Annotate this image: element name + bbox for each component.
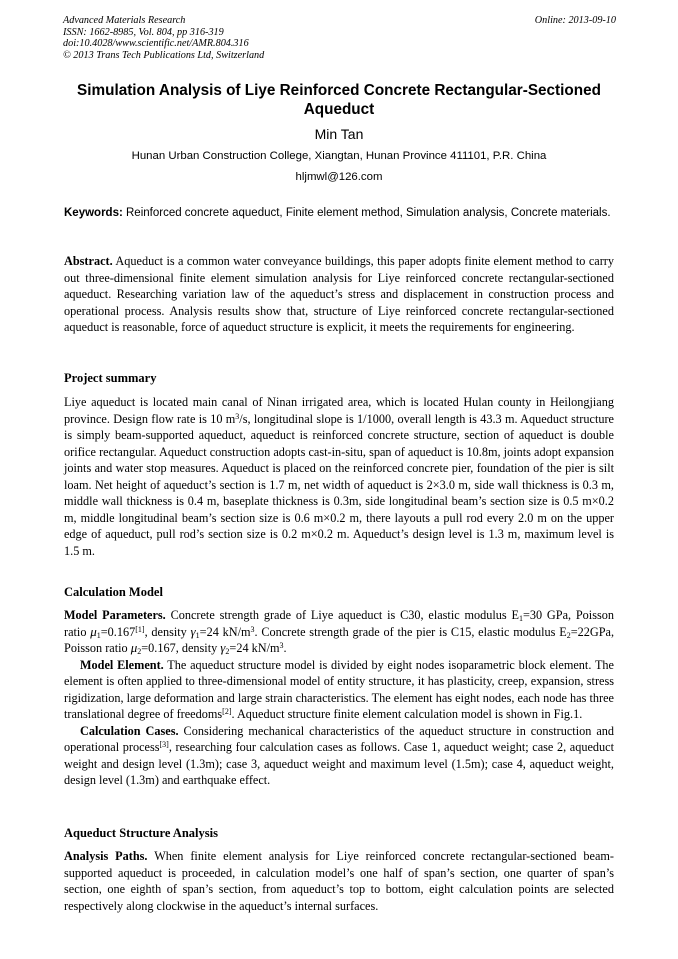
author-affiliation: Hunan Urban Construction College, Xiangtan, Hunan Province 411101, P.R. China [131,150,547,162]
params-text: Concrete strength grade of Liye aqueduct is C30, elastic modulus E [170,608,519,622]
params-text: . Concrete strength grade of the pier is C15, elastic modulus E [254,624,567,639]
model-parameters-paragraph [64,607,614,657]
model-element-label: Model Element. [80,657,164,672]
keywords-text: Reinforced concrete aqueduct, Finite element method, Simulation analysis, Concrete materials. [126,207,611,219]
params-text: =0.167, density [141,641,221,655]
gamma-symbol: γ [220,640,226,655]
online-date: Online: 2013-09-10 [534,15,616,26]
reference-1: [1] [135,624,145,634]
mu-subscript: 1 [96,630,101,640]
journal-header [63,15,616,61]
author-name: Min Tan [314,126,364,142]
copyright-line: © 2013 Trans Tech Publications Ltd, Switzerland [63,49,265,61]
element-text: The aqueduct structure model is divided by eight nodes isoparametric block element. The element is often applied to three-dimensional model of entity structure, it has plasticity, creep, expansion, stress rigidization, large deformation and large strain characteristics. The element has eight nodes, each node has three translational degree of freedoms [64,657,614,721]
author-email: hljmwl@126.com [295,171,383,183]
project-summary-paragraph [64,394,614,559]
doi-line: doi:10.4028/www.scientific.net/AMR.804.316 [63,38,249,50]
abstract-block [64,253,614,336]
e-subscript: 2 [566,630,571,640]
mu-symbol: μ [130,640,138,655]
params-text: =30 GPa, Poisson ratio [64,608,614,639]
calculation-model-text [64,607,614,789]
journal-name: Advanced Materials Research [63,15,186,26]
abstract-text: Aqueduct is a common water conveyance buildings, this paper adopts finite element method to carry out three-dimensional finite element simulation analysis for Liye reinforced concrete rectangular-sectioned aqueduct. Researching variation law of the aqueduct’s stress and displacement in construction process and operational process. Analysis results show that, structure of Liye reinforced concrete rectangular-sectioned aqueduct is reasonable, force of aqueduct structure is explicit, it meets the requirements for engineering. [64,254,614,334]
analysis-paths-label: Analysis Paths. [64,849,148,863]
model-element-paragraph [64,657,614,723]
calculation-cases-label: Calculation Cases. [80,723,179,738]
section-heading-calculation-model: Calculation Model [64,585,163,599]
paper-title: Simulation Analysis of Liye Reinforced Concrete Rectangular-Sectioned Aqueduct [77,82,601,118]
params-subscript: 1 [518,614,523,623]
keywords-label: Keywords: [64,207,123,219]
section-heading-structure-analysis: Aqueduct Structure Analysis [64,826,218,840]
summary-text-part2: /s, longitudinal slope is 1/1000, overall length is 43.3 m. Aqueduct structure is simply beam-supported aqueduct, aqueduct is reinforced concrete structure, section of aqueduct is double orifice rectangular. Aqueduct construction adopts cast-in-situ, span of aqueduct is 10.8m, joints adopt expansion joints and water stop measures. Aqueduct is placed on the reinforced concrete pier, foundation of the pier is silt loam. Net height of aqueduct’s section is 1.7 m, net width of aqueduct is 2×3.0 m, side wall thickness is 0.3 m, middle wall thickness is 0.4 m, baseplate thickness is 0.3m, side longitudinal beam’s section size is 0.5 m×0.2 m, middle longitudinal beam’s section size is 0.6 m×0.2 m, there layouts a pull rod every 2.0 m on the upper edge of aqueduct, pull rod’s section size is 0.2 m×0.2 m. Aqueduct’s design level is 1.3 m, maximum level is 1.5 m. [64,411,614,558]
params-text: =22GPa, Poisson ratio [64,624,615,655]
unit-superscript: 3 [279,641,284,650]
analysis-paths-paragraph [64,848,614,914]
reference-2: [2] [222,707,232,716]
keywords-block [64,205,614,221]
params-text: =0.167 [100,624,136,639]
model-parameters-label: Model Parameters. [64,608,166,622]
gamma-subscript: 1 [195,630,200,640]
summary-text-part1: Liye aqueduct is located main canal of Ninan irrigated area, which is located Hulan county in Heilongjiang province. Design flow rate is 10 m [64,395,614,426]
gamma-subscript: 2 [225,647,230,656]
params-text: =24 kN/m [199,624,251,639]
params-text: , density [144,624,191,639]
summary-superscript: 3 [235,411,240,421]
element-text: . Aqueduct structure finite element calculation model is shown in Fig.1. [231,707,583,721]
abstract-label: Abstract. [64,254,113,268]
reference-3: [3] [159,740,169,749]
cases-text: Considering mechanical characteristics of the aqueduct structure in construction and operational process [64,723,615,754]
mu-subscript: 2 [137,647,142,656]
cases-text: , researching four calculation cases as follows. Case 1, aqueduct weight; case 2, aqueduct weight and design level (1.3m); case 3, aqueduct weight and maximum level (1.5m); case 4, aqueduct weight, design level (1.3m) and earthquake effect. [64,740,615,787]
analysis-paths-text: When finite element analysis for Liye reinforced concrete rectangular-sectioned beam-supported aqueduct is proceeded, in calculation model’s one half of span’s section, one quarter of span’s section, one eighth of span’s section, from aqueduct’s top to bottom, eight calculation points are selected respectively along clockwise in the aqueduct’s internal surfaces. [64,849,615,913]
mu-symbol: μ [90,623,97,639]
section-heading-project-summary: Project summary [64,371,157,385]
gamma-symbol: γ [190,623,196,639]
params-text: =24 kN/m [229,641,280,655]
unit-superscript: 3 [250,624,255,634]
issn-line: ISSN: 1662-8985, Vol. 804, pp 316-319 [63,26,224,38]
params-text: . [283,641,287,655]
calculation-cases-paragraph [64,723,614,789]
